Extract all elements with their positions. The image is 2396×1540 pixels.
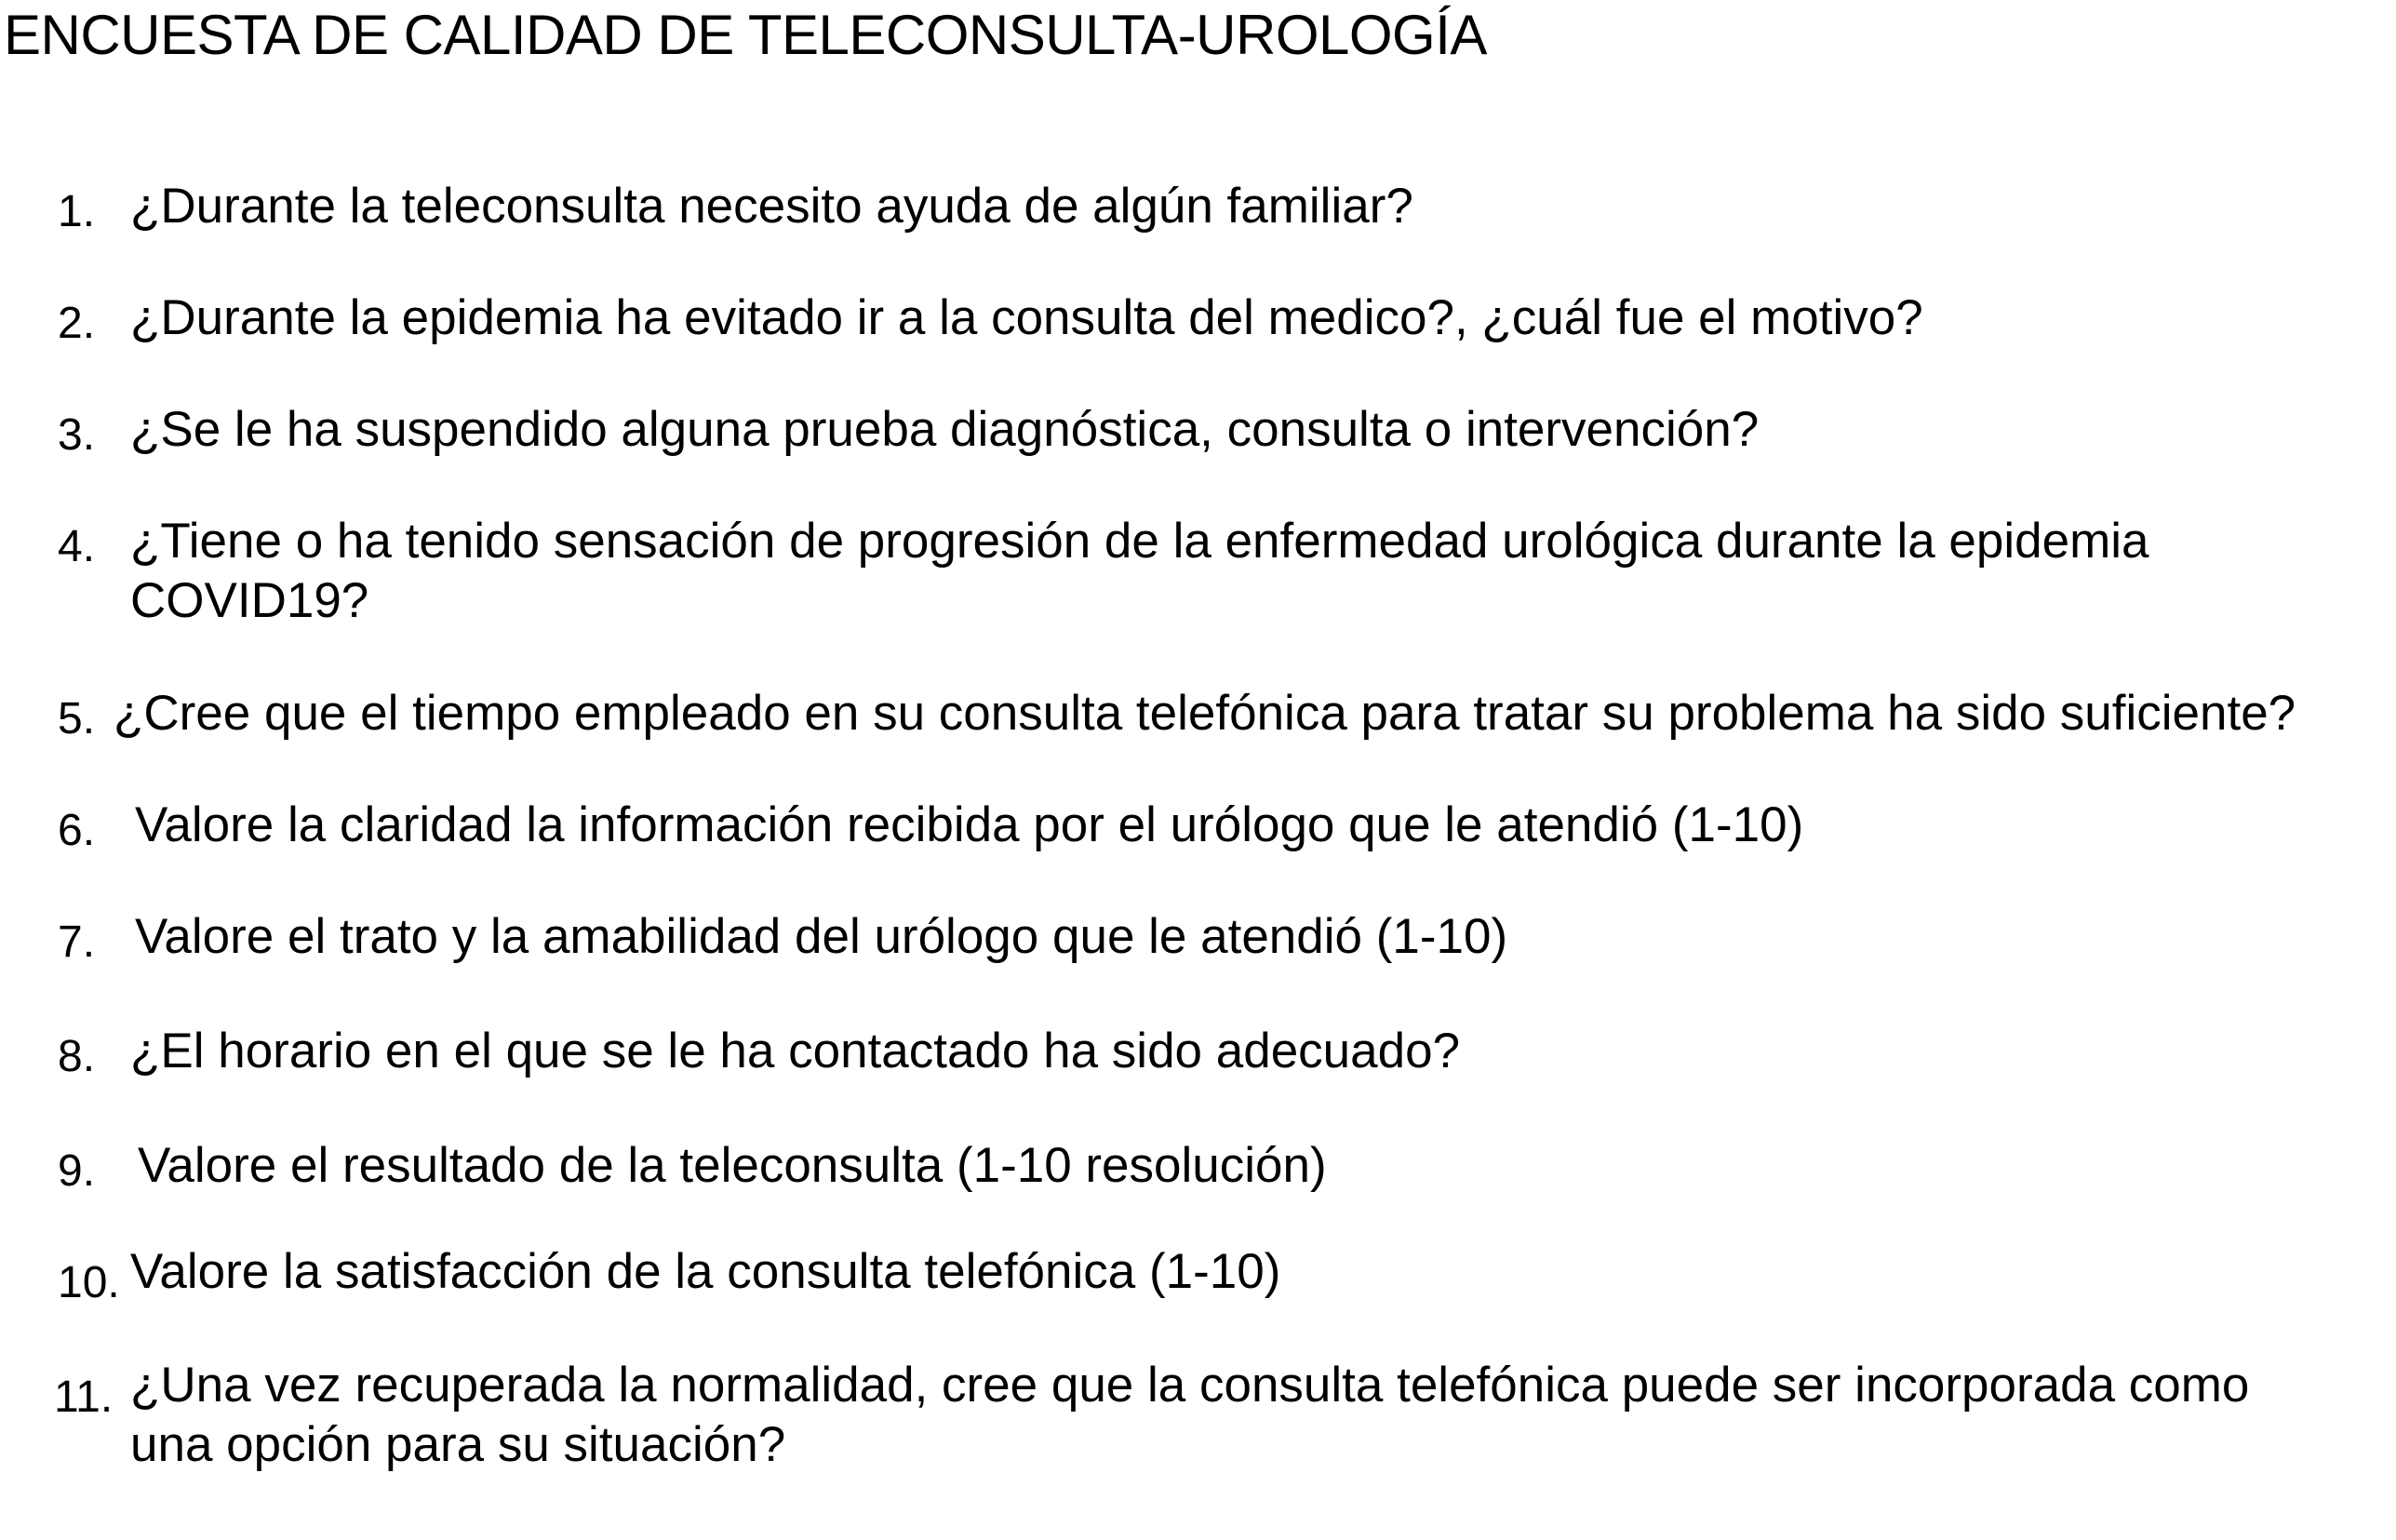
question-number: 9. [58, 1146, 96, 1196]
question-text: Valore el trato y la amabilidad del urólogo que le atendió (1-10) [135, 909, 1508, 964]
question-number: 10. [58, 1258, 120, 1307]
question-text: ¿El horario en el que se le ha contactado ha sido adecuado? [130, 1024, 1461, 1078]
question-text: Valore el resultado de la teleconsulta (1-10 resolución) [138, 1138, 1327, 1193]
question-text-line: COVID19? [130, 573, 369, 628]
question-text: ¿Durante la epidemia ha evitado ir a la consulta del medico?, ¿cuál fue el motivo? [130, 290, 1923, 345]
question-number: 6. [58, 806, 96, 855]
question-text-line: ¿Una vez recuperada la normalidad, cree que la consulta telefónica puede ser incorporada como [130, 1358, 2250, 1413]
question-number: 8. [58, 1032, 96, 1081]
question-number: 11. [54, 1373, 114, 1422]
question-text: ¿Se le ha suspendido alguna prueba diagnóstica, consulta o intervención? [130, 402, 1760, 457]
document-title: ENCUESTA DE CALIDAD DE TELECONSULTA-UROLOGÍA [4, 4, 1487, 66]
question-text: ¿Cree que el tiempo empleado en su consulta telefónica para tratar su problema ha sido suficiente? [114, 686, 2296, 741]
question-number: 4. [58, 522, 96, 571]
question-number: 1. [58, 187, 96, 236]
question-number: 3. [58, 410, 96, 460]
question-number: 2. [58, 299, 96, 348]
question-number: 7. [58, 917, 96, 967]
question-number: 5. [58, 694, 96, 743]
question-text: Valore la satisfacción de la consulta telefónica (1-10) [130, 1244, 1281, 1299]
question-text: ¿Durante la teleconsulta necesito ayuda de algún familiar? [130, 179, 1413, 234]
question-text-line: ¿Tiene o ha tenido sensación de progresión de la enfermedad urológica durante la epidemia [130, 514, 2149, 569]
question-text: Valore la claridad la información recibida por el urólogo que le atendió (1-10) [135, 797, 1804, 852]
question-text-line: una opción para su situación? [130, 1417, 786, 1472]
